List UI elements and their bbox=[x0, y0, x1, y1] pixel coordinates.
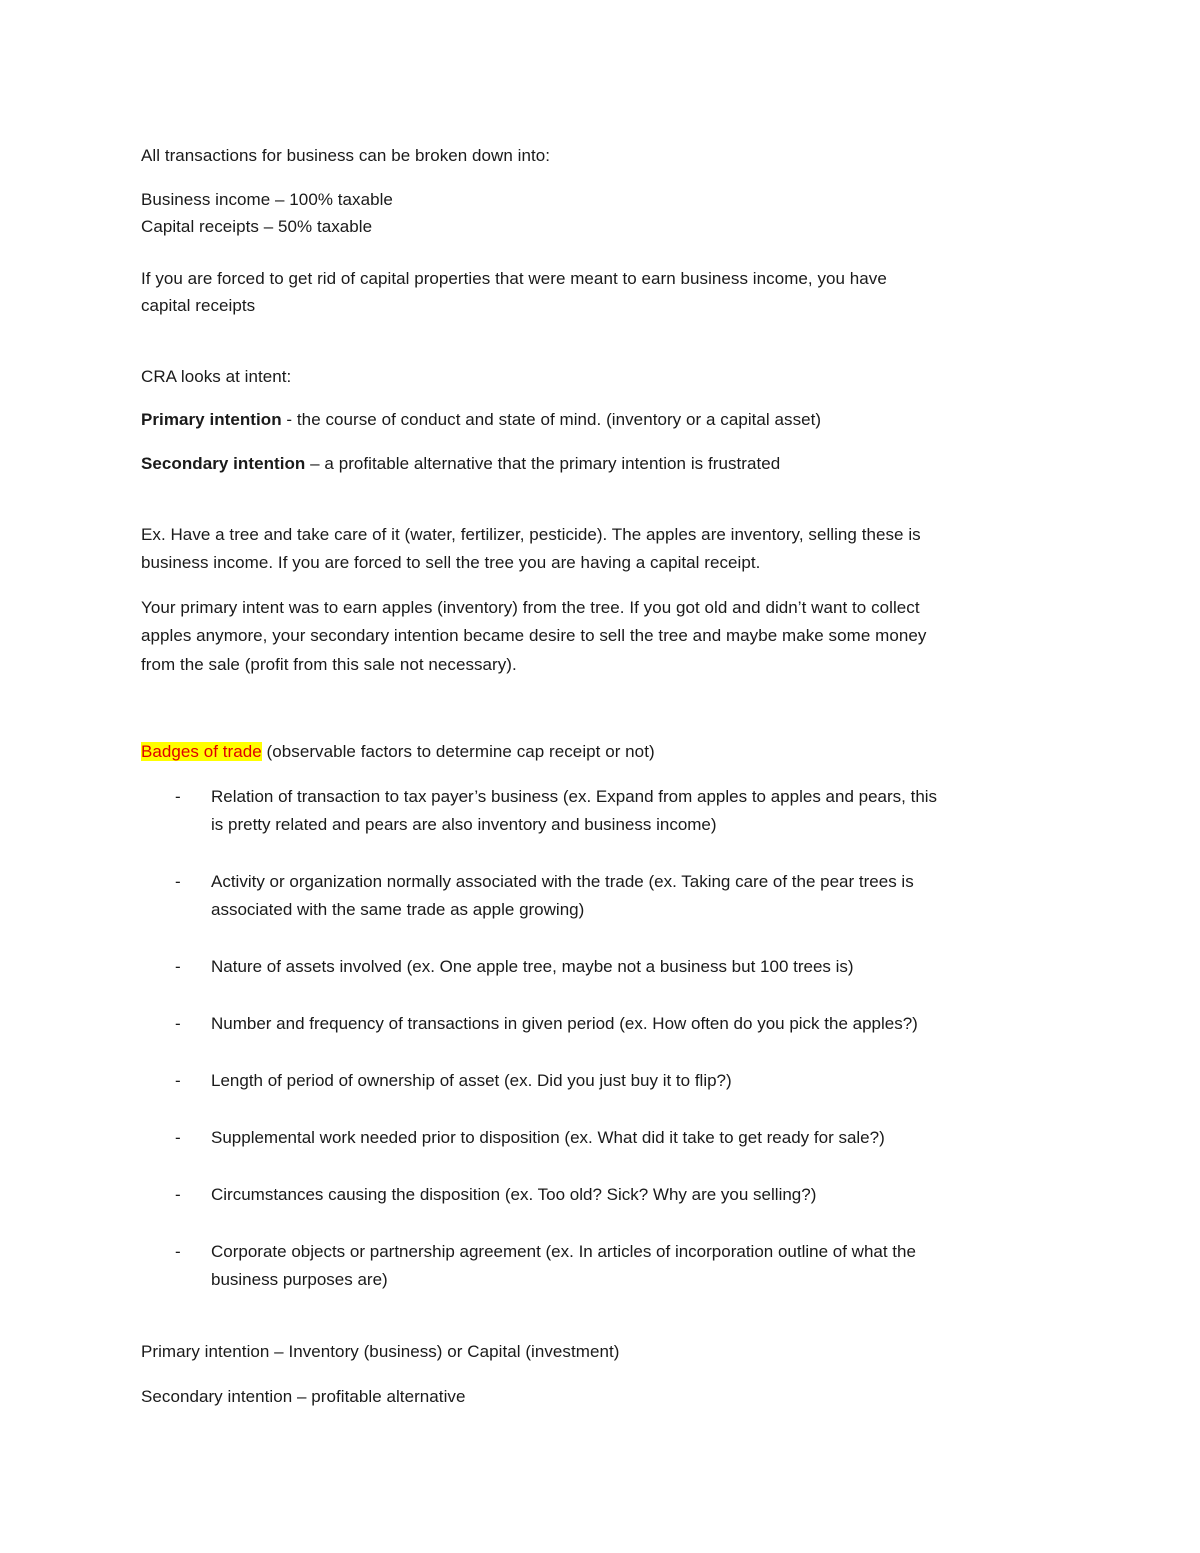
list-bullet: - bbox=[175, 1242, 181, 1261]
list-item: Length of period of ownership of asset (ex. Did you just buy it to flip?) bbox=[211, 1071, 732, 1090]
list-item: Circumstances causing the disposition (ex. Too old? Sick? Why are you selling?) bbox=[211, 1185, 817, 1204]
list-bullet: - bbox=[175, 1014, 181, 1033]
list-bullet: - bbox=[175, 872, 181, 891]
business-income-line: Business income – 100% taxable bbox=[141, 190, 393, 209]
example-line: apples anymore, your secondary intention became desire to sell the tree and maybe make some money bbox=[141, 626, 927, 645]
list-item: Nature of assets involved (ex. One apple tree, maybe not a business but 100 trees is) bbox=[211, 957, 854, 976]
example-line: Ex. Have a tree and take care of it (water, fertilizer, pesticide). The apples are inventory, selling these is bbox=[141, 525, 921, 544]
primary-intention-text: - the course of conduct and state of mind. (inventory or a capital asset) bbox=[281, 410, 822, 429]
list-bullet: - bbox=[175, 1128, 181, 1147]
capital-receipts-line: Capital receipts – 50% taxable bbox=[141, 217, 373, 236]
list-item: Number and frequency of transactions in given period (ex. How often do you pick the apples?) bbox=[211, 1014, 918, 1033]
badges-of-trade-highlight: Badges of trade bbox=[141, 742, 262, 761]
list-bullet: - bbox=[175, 1185, 181, 1204]
list-item: Supplemental work needed prior to disposition (ex. What did it take to get ready for sale?) bbox=[211, 1128, 885, 1147]
badges-heading-rest: (observable factors to determine cap receipt or not) bbox=[261, 742, 655, 761]
list-item-cont: business purposes are) bbox=[211, 1270, 388, 1289]
forced-disposal-line: If you are forced to get rid of capital properties that were meant to earn business income, you have bbox=[141, 269, 887, 288]
intro-line: All transactions for business can be broken down into: bbox=[141, 146, 551, 165]
list-item: Activity or organization normally associated with the trade (ex. Taking care of the pear trees is bbox=[211, 872, 914, 891]
list-bullet: - bbox=[175, 1071, 181, 1090]
list-item: Corporate objects or partnership agreement (ex. In articles of incorporation outline of what the bbox=[211, 1242, 916, 1261]
forced-disposal-line-cont: capital receipts bbox=[141, 296, 256, 315]
summary-secondary: Secondary intention – profitable alternative bbox=[141, 1387, 466, 1406]
secondary-intention-label: Secondary intention bbox=[141, 454, 306, 473]
list-item: Relation of transaction to tax payer’s business (ex. Expand from apples to apples and pears, this bbox=[211, 787, 938, 806]
example-line: Your primary intent was to earn apples (inventory) from the tree. If you got old and didn’t want to collect bbox=[141, 598, 920, 617]
example-line: business income. If you are forced to sell the tree you are having a capital receipt. bbox=[141, 553, 761, 572]
secondary-intention-text: – a profitable alternative that the primary intention is frustrated bbox=[305, 454, 781, 473]
list-bullet: - bbox=[175, 957, 181, 976]
secondary-intention-definition bbox=[141, 450, 780, 478]
list-item-cont: associated with the same trade as apple growing) bbox=[211, 900, 585, 919]
primary-intention-label: Primary intention bbox=[141, 410, 282, 429]
list-bullet: - bbox=[175, 787, 181, 806]
cra-intent-line: CRA looks at intent: bbox=[141, 367, 292, 386]
badges-heading bbox=[141, 738, 655, 766]
primary-intention-definition bbox=[141, 406, 821, 434]
list-item-cont: is pretty related and pears are also inventory and business income) bbox=[211, 815, 717, 834]
example-line: from the sale (profit from this sale not necessary). bbox=[141, 655, 517, 674]
summary-primary: Primary intention – Inventory (business) or Capital (investment) bbox=[141, 1342, 620, 1361]
